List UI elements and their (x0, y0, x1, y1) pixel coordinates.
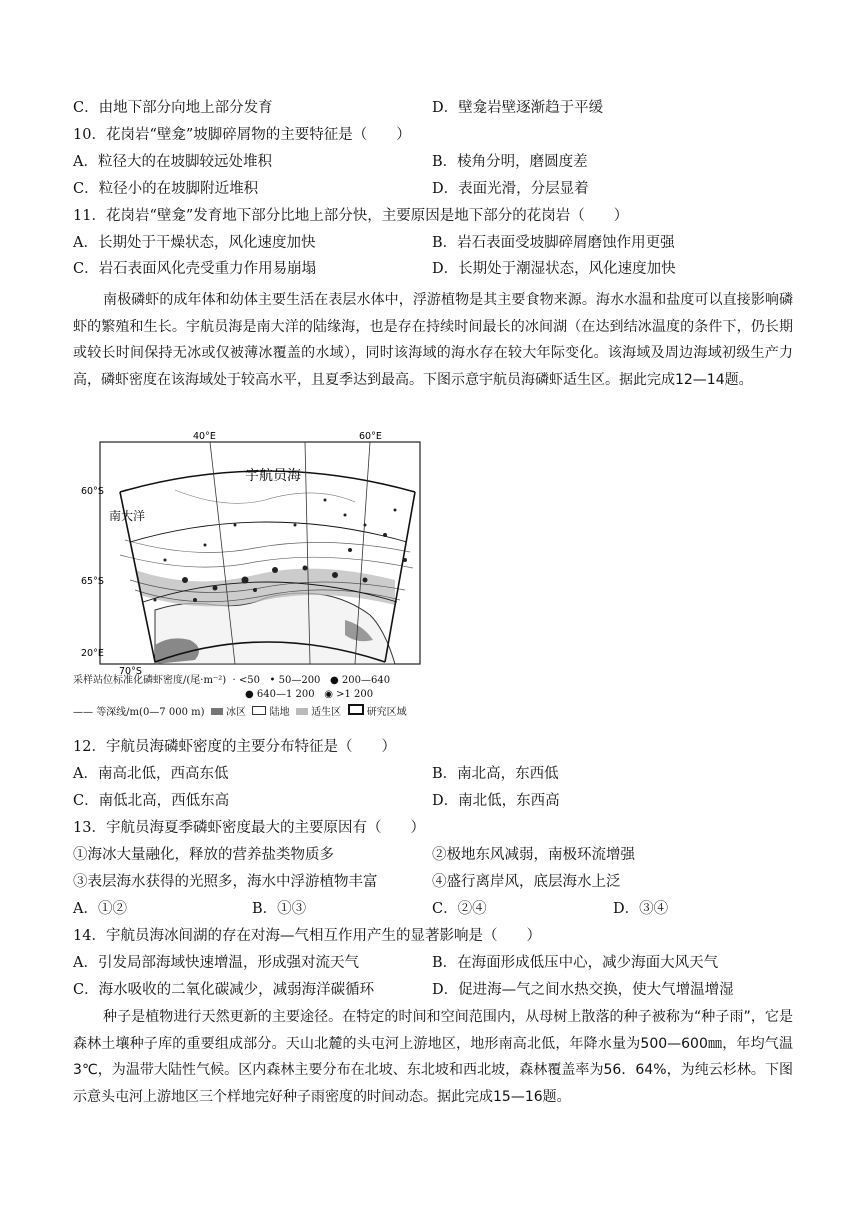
legend-density-row-2 (245, 688, 373, 701)
q13-option-c: C．②④ (432, 901, 487, 917)
q10-option-b: B．棱角分明，磨圆度差 (432, 154, 588, 170)
q10-option-a: A．粒径大的在坡脚较远处堆积 (73, 154, 272, 170)
legend-contour-icon: —— (73, 707, 93, 718)
q10-option-c: C．粒径小的在坡脚附近堆积 (73, 181, 259, 197)
legend-dot-1: · (232, 675, 236, 686)
lon-20-label: 20°E (81, 648, 104, 659)
legend-density-5: >1 200 (336, 689, 374, 700)
krill-habitat-map (73, 430, 440, 720)
q11-option-c: C．岩石表面风化壳受重力作用易崩塌 (73, 261, 317, 277)
q13-option-b: B．①③ (252, 901, 307, 917)
q10-stem: 10．花岗岩“壁龛”坡脚碎屑物的主要特征是（ ） (73, 127, 411, 143)
q14-stem: 14．宇航员海冰间湖的存在对海—气相互作用产生的显著影响是（ ） (73, 928, 541, 944)
legend-habitat-icon (296, 708, 308, 715)
passage-krill: 南极磷虾的成年体和幼体主要生活在表层水体中，浮游植物是其主要食物来源。海水水温和盐度可以直接影响磷虾的繁殖和生长。宇航员海是南大洋的陆缘海，也是存在持续时间最长的冰间湖（在达到结冰温度的条件下，仍长期或较长时间保持无冰或仅被薄冰覆盖的水域），同时该海域的海水存在较大年际变化。该海域及周边海域初级生产力高，磷虾密度在该海域处于较高水平，且夏季达到最高。下图示意宇航员海磷虾适生区。据此完成12—14题。 (73, 292, 793, 388)
legend-dot-5: ◉ (324, 689, 333, 700)
q11-option-a: A．长期处于干燥状态，风化速度加快 (73, 235, 316, 251)
q14-option-b: B．在海面形成低压中心，减少海面大风天气 (432, 955, 719, 971)
q12-stem: 12．宇航员海磷虾密度的主要分布特征是（ ） (73, 739, 396, 755)
legend-density-3: 200—640 (341, 675, 391, 686)
legend-dot-4: ● (245, 689, 254, 700)
lat-60-label: 60°S (81, 486, 104, 497)
legend-habitat: 适生区 (311, 707, 342, 718)
q13-stem: 13．宇航员海夏季磷虾密度最大的主要原因有（ ） (73, 820, 425, 836)
legend-study-icon (348, 704, 364, 715)
legend-land: 陆地 (269, 707, 290, 718)
q13-statement-2: ②极地东风减弱，南极环流增强 (432, 847, 635, 863)
legend-land-icon (252, 706, 266, 715)
legend-ice: 冰区 (226, 707, 247, 718)
legend-dot-2: • (269, 675, 276, 686)
legend-title: 采样站位标准化磷虾密度/(尾·m⁻²) (73, 675, 227, 686)
legend-density-row (73, 674, 390, 687)
q11-option-b: B．岩石表面受坡脚碎屑磨蚀作用更强 (432, 235, 675, 251)
q9-option-d: D．壁龛岩壁逐渐趋于平缓 (432, 100, 604, 116)
lat-65-label: 65°S (81, 576, 104, 587)
q13-statement-3: ③表层海水获得的光照多，海水中浮游植物丰富 (73, 874, 378, 890)
legend-density-4: 640—1 200 (256, 689, 315, 700)
q11-option-d: D．长期处于潮湿状态，风化速度加快 (432, 261, 676, 277)
legend-density-2: 50—200 (278, 675, 321, 686)
southern-ocean-label: 南大洋 (109, 509, 146, 523)
lon-40-label: 40°E (193, 431, 216, 442)
q13-option-d: D．③④ (613, 901, 669, 917)
q14-option-c: C．海水吸收的二氧化碳减少，减弱海洋碳循环 (73, 982, 375, 998)
legend-contour: 等深线/m(0—7 000 m) (96, 707, 205, 718)
legend-density-1: <50 (238, 675, 260, 686)
lon-60-label: 60°E (359, 431, 382, 442)
q9-option-c: C．由地下部分向地上部分发育 (73, 100, 273, 116)
q14-option-d: D．促进海—气之间水热交换，使大气增温增湿 (432, 982, 734, 998)
astronaut-sea-label: 宇航员海 (245, 468, 301, 484)
q12-option-a: A．南高北低，西高东低 (73, 766, 229, 782)
q12-option-c: C．南低北高，西低东高 (73, 793, 230, 809)
q14-option-a: A．引发局部海域快速增温，形成强对流天气 (73, 955, 359, 971)
legend-ice-icon (211, 708, 223, 715)
legend-study: 研究区域 (366, 707, 407, 718)
passage-seed-rain: 种子是植物进行天然更新的主要途径。在特定的时间和空间范围内，从母树上散落的种子被称为“种子雨”，它是森林土壤种子库的重要组成部分。天山北麓的头屯河上游地区，地形南高北低，年降水量为500—600㎜，年均气温3℃，为温带大陆性气候。区内森林主要分布在北坡、东北坡和西北坡，森林覆盖率为56．64%，为纯云杉林。下图示意头屯河上游地区三个样地完好种子雨密度的时间动态。据此完成15—16题。 (73, 1009, 793, 1105)
q13-statement-1: ①海冰大量融化，释放的营养盐类物质多 (73, 847, 334, 863)
q11-stem: 11．花岗岩“壁龛”发育地下部分比地上部分快，主要原因是地下部分的花岗岩（ ） (73, 208, 629, 224)
q12-option-d: D．南北低，东西高 (432, 793, 560, 809)
q13-statement-4: ④盛行离岸风，底层海水上泛 (432, 874, 621, 890)
legend-features-row (73, 704, 407, 719)
q12-option-b: B．南北高，东西低 (432, 766, 559, 782)
legend-dot-3: ● (329, 675, 339, 686)
lat-70-label: 70°S (119, 666, 142, 677)
q13-option-a: A．①② (73, 901, 127, 917)
q10-option-d: D．表面光滑，分层显着 (432, 181, 589, 197)
